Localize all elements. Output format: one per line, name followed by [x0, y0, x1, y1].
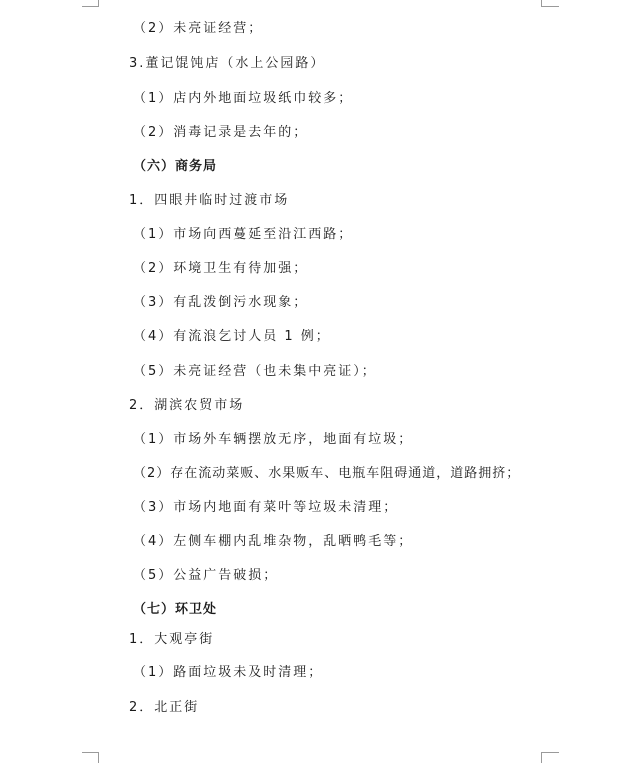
text-line: （1）市场外车辆摆放无序，地面有垃圾； — [133, 432, 414, 447]
text-line: （1）店内外地面垃圾纸巾较多； — [133, 91, 354, 106]
text-line: 3.董记馄饨店（水上公园路） — [129, 56, 326, 71]
text-line: （2）存在流动菜贩、水果贩车、电瓶车阻碍通道，道路拥挤； — [133, 466, 521, 481]
text-line: 1．四眼井临时过渡市场 — [129, 193, 290, 208]
text-line: （4）左侧车棚内乱堆杂物，乱晒鸭毛等； — [133, 534, 414, 549]
text-line: （2）未亮证经营； — [133, 21, 264, 36]
text-line: （3）市场内地面有菜叶等垃圾未清理； — [133, 500, 399, 515]
text-line: （3）有乱泼倒污水现象； — [133, 295, 309, 310]
text-line: 2．湖滨农贸市场 — [129, 398, 245, 413]
corner-mark-top-right — [541, 0, 559, 7]
corner-mark-bottom-right — [541, 752, 559, 763]
text-line: （5）未亮证经营（也未集中亮证）； — [133, 364, 377, 379]
text-line: （5）公益广告破损； — [133, 568, 279, 583]
corner-mark-bottom-left — [82, 752, 99, 763]
text-line: （2）环境卫生有待加强； — [133, 261, 309, 276]
text-line: 2．北正街 — [129, 700, 200, 715]
section-heading: （六）商务局 — [133, 159, 218, 174]
text-line: （4）有流浪乞讨人员 1 例； — [133, 329, 331, 344]
text-line: 1．大观亭街 — [129, 632, 215, 647]
text-line: （1）市场向西蔓延至沿江西路； — [133, 227, 354, 242]
text-line: （2）消毒记录是去年的； — [133, 125, 309, 140]
text-line: （1）路面垃圾未及时清理； — [133, 665, 324, 680]
corner-mark-top-left — [82, 0, 99, 7]
section-heading: （七）环卫处 — [133, 602, 218, 617]
